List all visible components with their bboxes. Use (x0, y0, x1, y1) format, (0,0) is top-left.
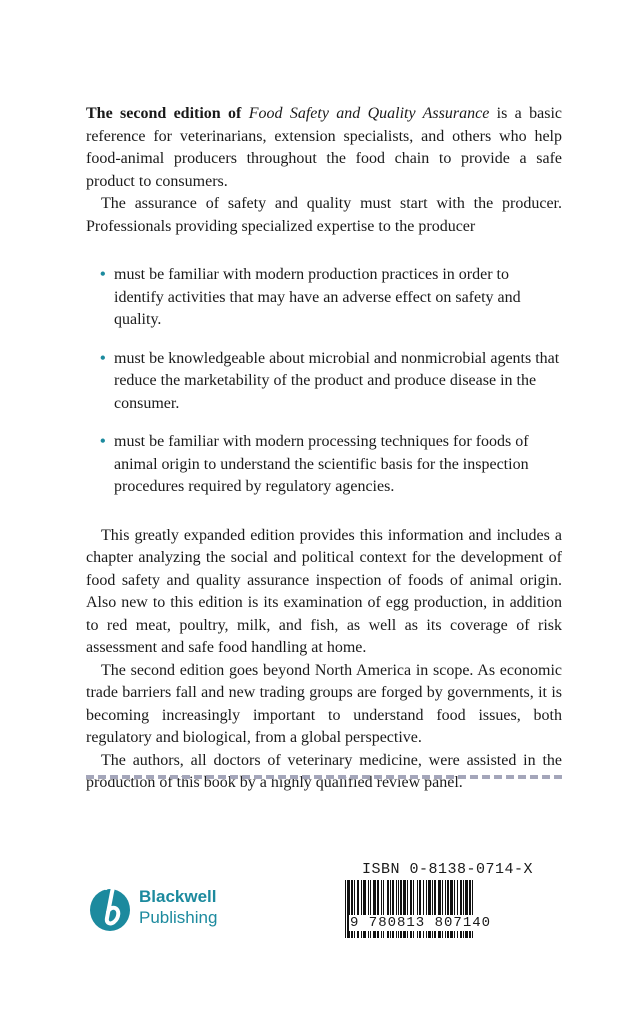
blackwell-b-icon (88, 882, 134, 934)
paragraph-3: This greatly expanded edition provides this information and includes a chapter analyzing the social and political context for the development of food safety and quality assurance inspection of foods of animal origin. Also new to this edition is its examination of egg production, in addition to red meat, poultry, milk, and fish, as well as its coverage of risk assessment and safe food handling at home. (86, 526, 562, 656)
paragraph-5: The authors, all doctors of veterinary medicine, were assisted in the production of this book by a highly qualified review panel. (86, 751, 562, 791)
bullet-text: must be familiar with modern processing techniques for foods of animal origin to understand the scientific basis for the inspection procedures required by regulatory agencies. (114, 433, 529, 495)
back-cover-text (86, 103, 562, 795)
barcode-digits: 9 780813 807140 (350, 915, 492, 931)
bullet-text: must be familiar with modern production practices in order to identify activities that may have an adverse effect on safety and quality. (114, 266, 521, 328)
paragraph-4: The second edition goes beyond North America in scope. As economic trade barriers fall and new trading groups are forged by governments, it is becoming increasingly important to understand food issues, both regulatory and biological, from a global perspective. (86, 661, 562, 746)
barcode-bar (345, 880, 346, 938)
intro-paragraph (86, 103, 562, 193)
bullet-icon: • (100, 433, 106, 450)
bullet-icon: • (100, 349, 106, 367)
list-item (100, 348, 562, 416)
list-item (100, 431, 562, 499)
bullet-list (86, 264, 562, 499)
isbn-label: ISBN 0-8138-0714-X (362, 861, 534, 878)
intro-lead: The second edition of (86, 105, 249, 122)
book-title: Food Safety and Quality Assurance (248, 105, 490, 122)
paragraph-2: The assurance of safety and quality must start with the producer. Professionals providing specialized expertise to the producer (86, 195, 562, 235)
list-item (100, 264, 562, 332)
publisher-name-line2: Publishing (139, 908, 218, 927)
bullet-icon: • (100, 266, 106, 283)
dashed-divider (86, 775, 562, 779)
bullet-text: must be knowledgeable about microbial and nonmicrobial agents that reduce the marketability of the product and produce disease in the consumer. (114, 349, 560, 412)
intro-rest: is a basic reference for veterinarians, extension specialists, and others who help food-animal producers throughout the food chain to provide a safe product to consumers. (86, 105, 563, 190)
publisher-name-line1: Blackwell (139, 887, 217, 906)
publisher-logo (88, 882, 248, 938)
